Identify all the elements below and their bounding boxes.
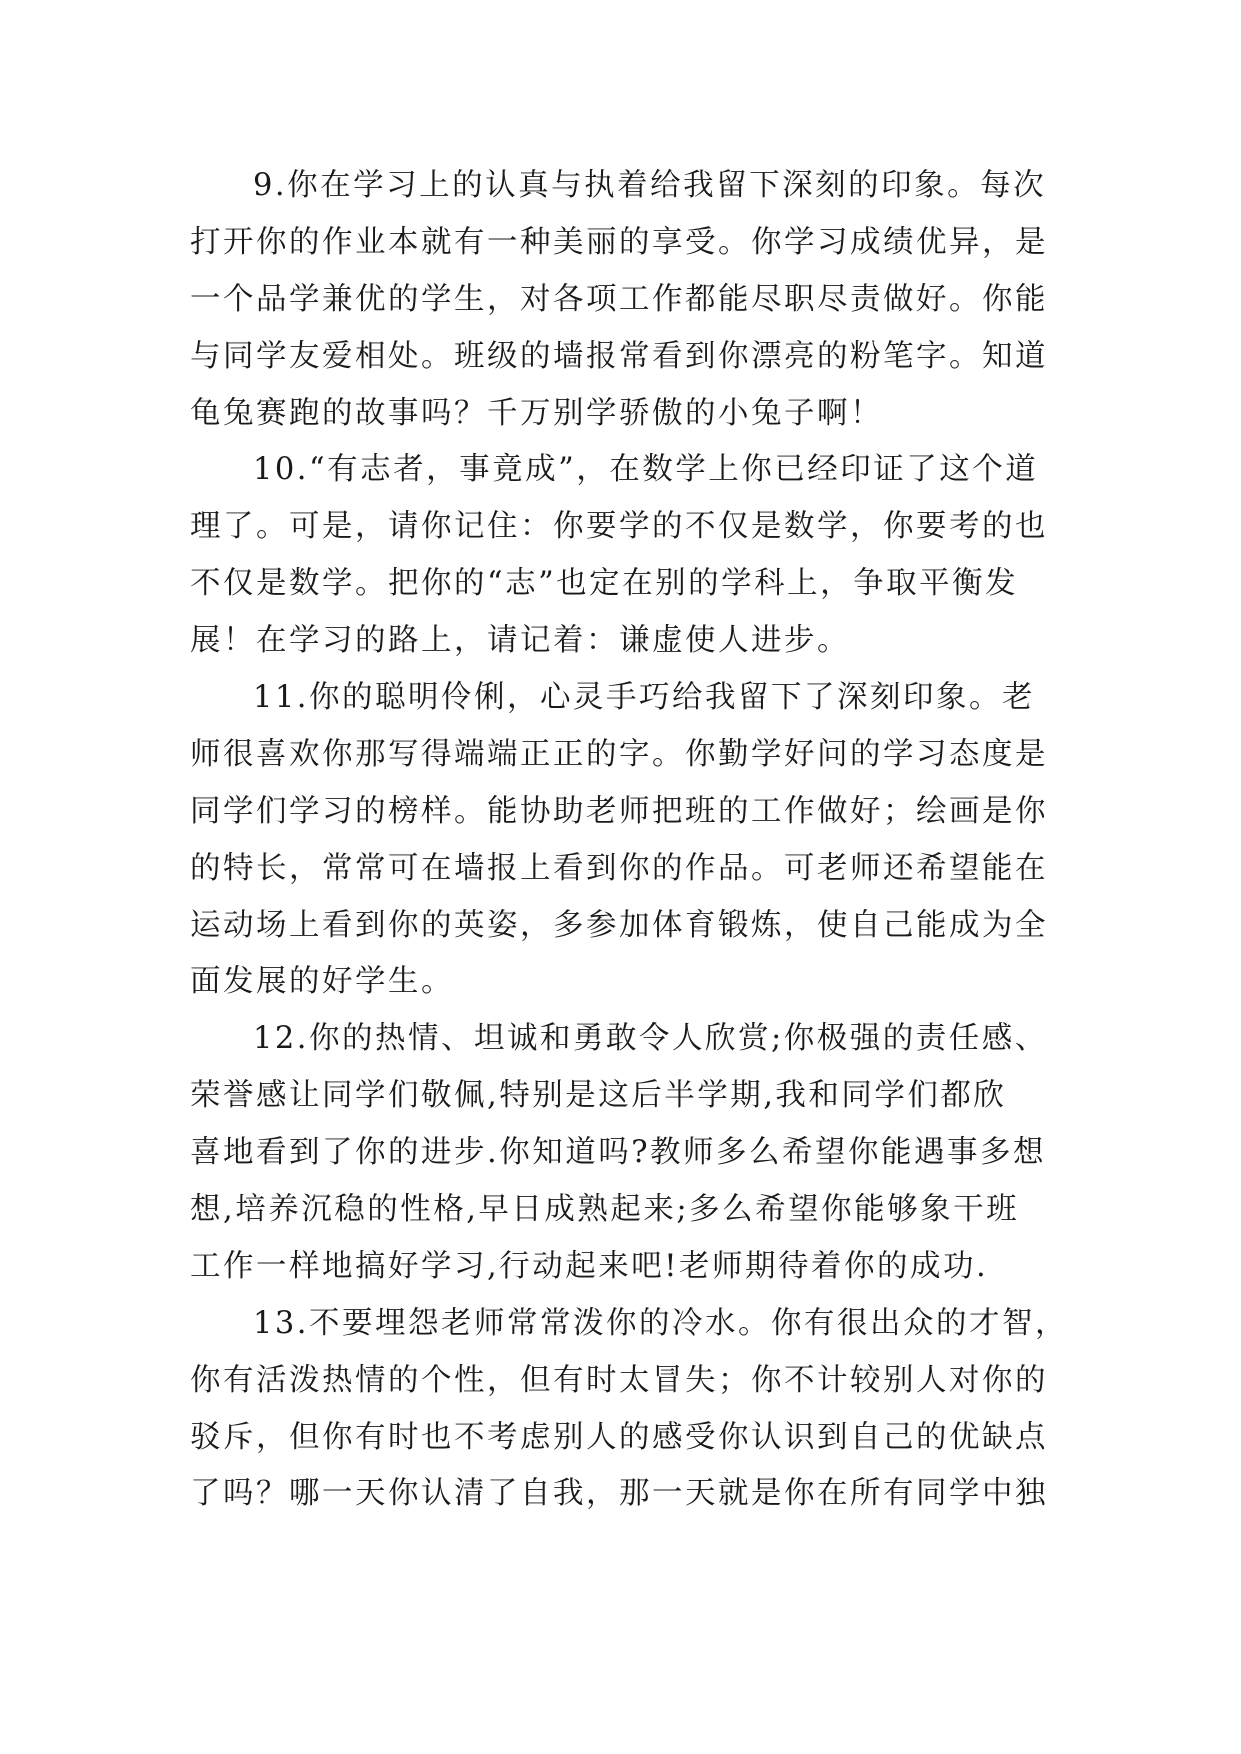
text-line: 一个品学兼优的学生，对各项工作都能尽职尽责做好。你能 bbox=[190, 281, 1048, 317]
text-line: 你有活泼热情的个性，但有时太冒失；你不计较别人对你的 bbox=[190, 1362, 1048, 1398]
text-line: 喜地看到了你的进步.你知道吗?教师多么希望你能遇事多想 bbox=[190, 1135, 1047, 1171]
paragraph-11 bbox=[190, 670, 1060, 1011]
text-line: 理了。可是，请你记住：你要学的不仅是数学，你要考的也 bbox=[190, 509, 1048, 545]
paragraph-13 bbox=[190, 1296, 1069, 1524]
text-line: 运动场上看到你的英姿，多参加体育锻炼，使自己能成为全 bbox=[190, 907, 1048, 943]
text-line: 想,培养沉稳的性格,早日成熟起来;多么希望你能够象干班 bbox=[190, 1192, 1020, 1228]
text-line: 13.不要埋怨老师常常泼你的冷水。你有很出众的才智， bbox=[253, 1305, 1069, 1341]
text-line: 龟兔赛跑的故事吗？千万别学骄傲的小兔子啊！ bbox=[190, 395, 883, 431]
text-line: 面发展的好学生。 bbox=[190, 964, 454, 1000]
paragraph-12 bbox=[190, 1011, 1060, 1295]
text-line: 9.你在学习上的认真与执着给我留下深刻的印象。每次 bbox=[253, 168, 1047, 203]
text-line: 不仅是数学。把你的“志”也定在别的学科上，争取平衡发 bbox=[190, 566, 1019, 602]
paragraph-9 bbox=[190, 158, 1060, 442]
text-line: 与同学友爱相处。班级的墙报常看到你漂亮的粉笔字。知道 bbox=[190, 338, 1048, 374]
document-body bbox=[190, 158, 1069, 1523]
paragraph-10 bbox=[190, 442, 1060, 670]
text-line: 打开你的作业本就有一种美丽的享受。你学习成绩优异，是 bbox=[190, 224, 1048, 260]
text-line: 的特长，常常可在墙报上看到你的作品。可老师还希望能在 bbox=[190, 850, 1048, 886]
text-line: 工作一样地搞好学习,行动起来吧!老师期待着你的成功. bbox=[190, 1248, 989, 1284]
text-line: 驳斥，但你有时也不考虑别人的感受你认识到自己的优缺点 bbox=[190, 1419, 1048, 1455]
text-line: 了吗？哪一天你认清了自我，那一天就是你在所有同学中独 bbox=[190, 1476, 1048, 1512]
text-line: 12.你的热情、坦诚和勇敢令人欣赏;你极强的责任感、 bbox=[253, 1021, 1048, 1057]
text-line: 11.你的聪明伶俐，心灵手巧给我留下了深刻印象。老 bbox=[253, 680, 1036, 716]
text-line: 荣誉感让同学们敬佩,特别是这后半学期,我和同学们都欣 bbox=[190, 1078, 1007, 1114]
text-line: 10.“有志者，事竟成”，在数学上你已经印证了这个道 bbox=[253, 452, 1039, 488]
text-line: 展！在学习的路上，请记着：谦虚使人进步。 bbox=[190, 623, 850, 659]
text-line: 同学们学习的榜样。能协助老师把班的工作做好；绘画是你 bbox=[190, 793, 1048, 829]
text-line: 师很喜欢你那写得端端正正的字。你勤学好问的学习态度是 bbox=[190, 736, 1048, 772]
